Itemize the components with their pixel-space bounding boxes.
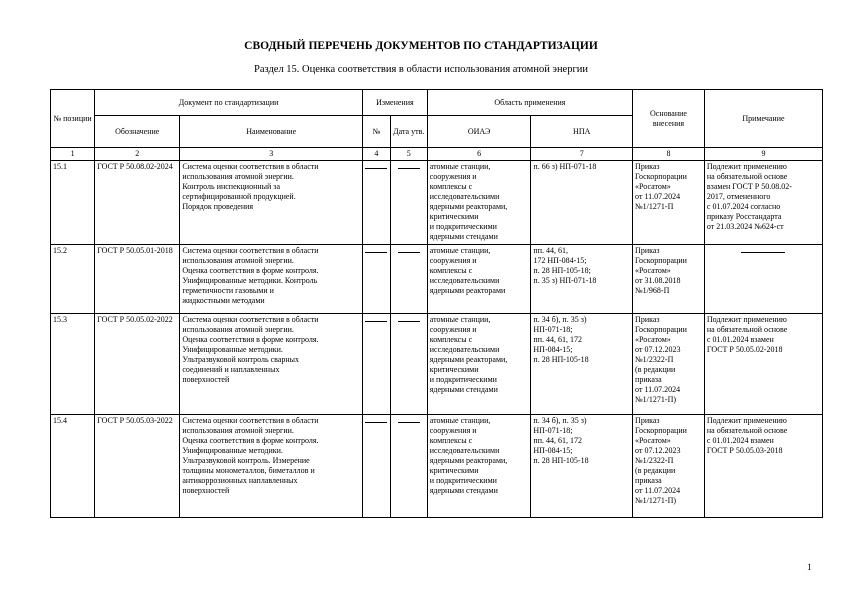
change-no-cell (363, 415, 391, 518)
basis-cell-line: от 07.12.2023 (635, 345, 681, 354)
basis-cell-line: приказа (635, 476, 662, 485)
header-position: № позиции (51, 90, 95, 148)
oiae-cell-line: ядерными реакторами, (429, 202, 508, 211)
header-change-date: Дата утв. (390, 116, 427, 148)
header-document: Документ по стандартизации (95, 90, 363, 116)
name-cell-line: Система оценки соответствия в области (182, 416, 319, 425)
note-cell-line: на обязательной основе (706, 325, 788, 334)
note-cell-line: с 01.01.2024 взамен (706, 335, 774, 344)
oiae-cell-line: и подкритическими (429, 222, 497, 231)
change-date-cell (390, 245, 427, 314)
header-oiae: ОИАЭ (427, 116, 531, 148)
empty-dash (365, 252, 387, 253)
oiae-cell-line: комплексы с (429, 335, 473, 344)
note-cell-line: на обязательной основе (706, 172, 788, 181)
name-cell-line: Оценка соответствия в форме контроля. (182, 436, 319, 445)
oiae-cell-line: атомные станции, (429, 416, 491, 425)
col-number: 9 (704, 148, 822, 161)
col-number: 1 (51, 148, 95, 161)
col-number: 5 (390, 148, 427, 161)
npa-cell (531, 415, 633, 518)
header-basis: Основание внесения (633, 90, 705, 148)
basis-cell (633, 314, 705, 415)
name-cell-line: антикоррозионных наплавленных (182, 476, 298, 485)
name-cell-line: Контроль инспекционный за (182, 182, 281, 191)
oiae-cell-line: комплексы с (429, 436, 473, 445)
basis-cell-line: (в редакции (635, 466, 676, 475)
npa-cell-line: НП-084-15; (533, 345, 573, 354)
basis-cell-line: от 11.07.2024 (635, 385, 681, 394)
name-cell-line: жидкостными методами (182, 296, 265, 305)
header-name: Наименование (180, 116, 363, 148)
table-row (51, 161, 823, 245)
position-cell: 15.3 (51, 314, 95, 415)
empty-dash (741, 252, 785, 253)
col-number: 6 (427, 148, 531, 161)
name-cell-line: Система оценки соответствия в области (182, 246, 319, 255)
note-cell-line: ГОСТ Р 50.05.02-2018 (706, 345, 783, 354)
npa-cell-line: п. 35 з) НП-071-18 (533, 276, 597, 285)
page-number: 1 (807, 562, 812, 572)
header-changes: Изменения (363, 90, 428, 116)
note-cell-line: на обязательной основе (706, 426, 788, 435)
basis-cell-line: от 07.12.2023 (635, 446, 681, 455)
name-cell-line: использования атомной энергии. (182, 172, 294, 181)
name-cell-line: поверхностей (182, 375, 230, 384)
section-subtitle: Раздел 15. Оценка соответствия в области использования атомной энергии (253, 64, 589, 75)
npa-cell-line: п. 28 НП-105-18 (533, 456, 589, 465)
name-cell-line: герметичности газовыми и (182, 286, 274, 295)
basis-cell (633, 161, 705, 245)
header-note: Примечание (704, 90, 822, 148)
change-date-cell (390, 161, 427, 245)
header-scope: Область применения (427, 90, 632, 116)
npa-cell-line: НП-084-15; (533, 446, 573, 455)
name-cell-line: Оценка соответствия в форме контроля. (182, 335, 319, 344)
basis-cell-line: от 11.07.2024 (635, 486, 681, 495)
oiae-cell-line: критическими (429, 365, 479, 374)
note-cell-line: взамен ГОСТ Р 50.08.02- (706, 182, 792, 191)
change-date-cell (390, 314, 427, 415)
basis-cell-line: «Росатом» (635, 182, 671, 191)
table-row (51, 314, 823, 415)
change-no-cell (363, 161, 391, 245)
note-cell (704, 245, 822, 314)
name-cell (180, 314, 363, 415)
basis-cell-line: от 11.07.2024 (635, 192, 681, 201)
col-number: 7 (531, 148, 633, 161)
basis-cell-line: Приказ (635, 416, 660, 425)
empty-dash (365, 168, 387, 169)
col-number: 3 (180, 148, 363, 161)
basis-cell (633, 415, 705, 518)
change-no-cell (363, 245, 391, 314)
position-cell: 15.2 (51, 245, 95, 314)
name-cell-line: толщины монометаллов, биметаллов и (182, 466, 315, 475)
name-cell-line: Оценка соответствия в форме контроля. (182, 266, 319, 275)
npa-cell-line: пп. 44, 61, 172 (533, 436, 582, 445)
note-cell-line: с 01.01.2024 взамен (706, 436, 774, 445)
basis-cell-line: №1/1271-П (635, 202, 674, 211)
oiae-cell (427, 161, 531, 245)
oiae-cell-line: ядерными стендами (429, 232, 498, 241)
empty-dash (398, 168, 420, 169)
oiae-cell-line: исследовательскими (429, 192, 500, 201)
oiae-cell-line: ядерными реакторами, (429, 456, 508, 465)
name-cell-line: Унифицированные методики. (182, 345, 283, 354)
oiae-cell-line: и подкритическими (429, 375, 497, 384)
basis-cell-line: №1/1271-П) (635, 496, 677, 505)
empty-dash (398, 422, 420, 423)
basis-cell-line: приказа (635, 375, 662, 384)
npa-cell-line: пп. 44, 61, (533, 246, 568, 255)
position-cell: 15.1 (51, 161, 95, 245)
note-cell-line: приказу Росстандарта (706, 212, 782, 221)
empty-dash (365, 321, 387, 322)
header-change-no: № (363, 116, 391, 148)
basis-cell-line: от 31.08.2018 (635, 276, 681, 285)
npa-cell-line: п. 28 НП-105-18; (533, 266, 591, 275)
name-cell-line: соединений и наплавленных (182, 365, 280, 374)
npa-cell-line: п. 28 НП-105-18 (533, 355, 589, 364)
oiae-cell-line: атомные станции, (429, 162, 491, 171)
name-cell-line: Ультразвуковой контроль сварных (182, 355, 300, 364)
name-cell-line: Система оценки соответствия в области (182, 315, 319, 324)
col-number: 2 (95, 148, 180, 161)
basis-cell-line: Приказ (635, 315, 660, 324)
note-cell-line: Подлежит применению (706, 416, 787, 425)
position-cell: 15.4 (51, 415, 95, 518)
document-title: СВОДНЫЙ ПЕРЕЧЕНЬ ДОКУМЕНТОВ ПО СТАНДАРТИЗАЦИИ (244, 40, 598, 52)
oiae-cell-line: ядерными стендами (429, 486, 498, 495)
basis-cell-line: №1/1271-П) (635, 395, 677, 404)
oiae-cell-line: атомные станции, (429, 315, 491, 324)
basis-cell-line: Госкорпорации (635, 325, 687, 334)
oiae-cell-line: критическими (429, 466, 479, 475)
oiae-cell-line: критическими (429, 212, 479, 221)
oiae-cell-line: ядерными реакторами, (429, 355, 508, 364)
name-cell-line: сертифицированной продукцией. (182, 192, 296, 201)
name-cell (180, 415, 363, 518)
note-cell-line: от 21.03.2024 №624-ст (706, 222, 784, 231)
col-number: 8 (633, 148, 705, 161)
standards-table (50, 89, 823, 518)
npa-cell (531, 161, 633, 245)
change-date-cell (390, 415, 427, 518)
header-designation: Обозначение (95, 116, 180, 148)
oiae-cell-line: комплексы с (429, 266, 473, 275)
name-cell-line: Порядок проведения (182, 202, 254, 211)
designation-cell: ГОСТ Р 50.05.03-2022 (95, 415, 180, 518)
npa-cell-line: п. 34 б), п. 35 з) (533, 416, 587, 425)
basis-cell-line: Приказ (635, 162, 660, 171)
npa-cell (531, 245, 633, 314)
column-number-row (51, 148, 823, 161)
basis-cell-line: «Росатом» (635, 335, 671, 344)
name-cell-line: Унифицированные методики. (182, 446, 283, 455)
oiae-cell (427, 415, 531, 518)
oiae-cell-line: и подкритическими (429, 476, 497, 485)
oiae-cell-line: сооружения и (429, 172, 477, 181)
basis-cell-line: Госкорпорации (635, 172, 687, 181)
name-cell (180, 245, 363, 314)
note-cell-line: Подлежит применению (706, 162, 787, 171)
npa-cell-line: п. 34 б), п. 35 з) (533, 315, 587, 324)
name-cell-line: использования атомной энергии. (182, 325, 294, 334)
change-no-cell (363, 314, 391, 415)
note-cell (704, 415, 822, 518)
oiae-cell-line: исследовательскими (429, 345, 500, 354)
name-cell-line: использования атомной энергии. (182, 426, 294, 435)
basis-cell-line: №1/968-П (635, 286, 670, 295)
designation-cell: ГОСТ Р 50.05.02-2022 (95, 314, 180, 415)
oiae-cell-line: комплексы с (429, 182, 473, 191)
oiae-cell-line: сооружения и (429, 256, 477, 265)
basis-cell (633, 245, 705, 314)
designation-cell: ГОСТ Р 50.05.01-2018 (95, 245, 180, 314)
note-cell-line: с 01.07.2024 согласно (706, 202, 781, 211)
note-cell-line: 2017, отмененного (706, 192, 771, 201)
oiae-cell-line: исследовательскими (429, 276, 500, 285)
name-cell-line: Ультразвуковой контроль. Измерение (182, 456, 310, 465)
basis-cell-line: Приказ (635, 246, 660, 255)
designation-cell: ГОСТ Р 50.08.02-2024 (95, 161, 180, 245)
note-cell (704, 314, 822, 415)
oiae-cell (427, 314, 531, 415)
table-row (51, 415, 823, 518)
basis-cell-line: «Росатом» (635, 436, 671, 445)
name-cell-line: Унифицированные методики. Контроль (182, 276, 318, 285)
npa-cell-line: НП-071-18; (533, 325, 573, 334)
npa-cell-line: НП-071-18; (533, 426, 573, 435)
empty-dash (365, 422, 387, 423)
oiae-cell-line: ядерными реакторами (429, 286, 506, 295)
oiae-cell-line: сооружения и (429, 426, 477, 435)
oiae-cell-line: ядерными стендами (429, 385, 498, 394)
name-cell (180, 161, 363, 245)
npa-cell-line: п. 66 з) НП-071-18 (533, 162, 597, 171)
npa-cell (531, 314, 633, 415)
npa-cell-line: пп. 44, 61, 172 (533, 335, 582, 344)
name-cell-line: Система оценки соответствия в области (182, 162, 319, 171)
basis-cell-line: Госкорпорации (635, 256, 687, 265)
oiae-cell-line: исследовательскими (429, 446, 500, 455)
npa-cell-line: 172 НП-084-15; (533, 256, 587, 265)
oiae-cell (427, 245, 531, 314)
oiae-cell-line: атомные станции, (429, 246, 491, 255)
name-cell-line: использования атомной энергии. (182, 256, 294, 265)
empty-dash (398, 252, 420, 253)
col-number: 4 (363, 148, 391, 161)
basis-cell-line: (в редакции (635, 365, 676, 374)
basis-cell-line: №1/2322-П (635, 456, 674, 465)
name-cell-line: поверхностей (182, 486, 230, 495)
empty-dash (398, 321, 420, 322)
note-cell (704, 161, 822, 245)
basis-cell-line: №1/2322-П (635, 355, 674, 364)
basis-cell-line: «Росатом» (635, 266, 671, 275)
note-cell-line: ГОСТ Р 50.05.03-2018 (706, 446, 783, 455)
basis-cell-line: Госкорпорации (635, 426, 687, 435)
table-row (51, 245, 823, 314)
header-npa: НПА (531, 116, 633, 148)
oiae-cell-line: сооружения и (429, 325, 477, 334)
note-cell-line: Подлежит применению (706, 315, 787, 324)
